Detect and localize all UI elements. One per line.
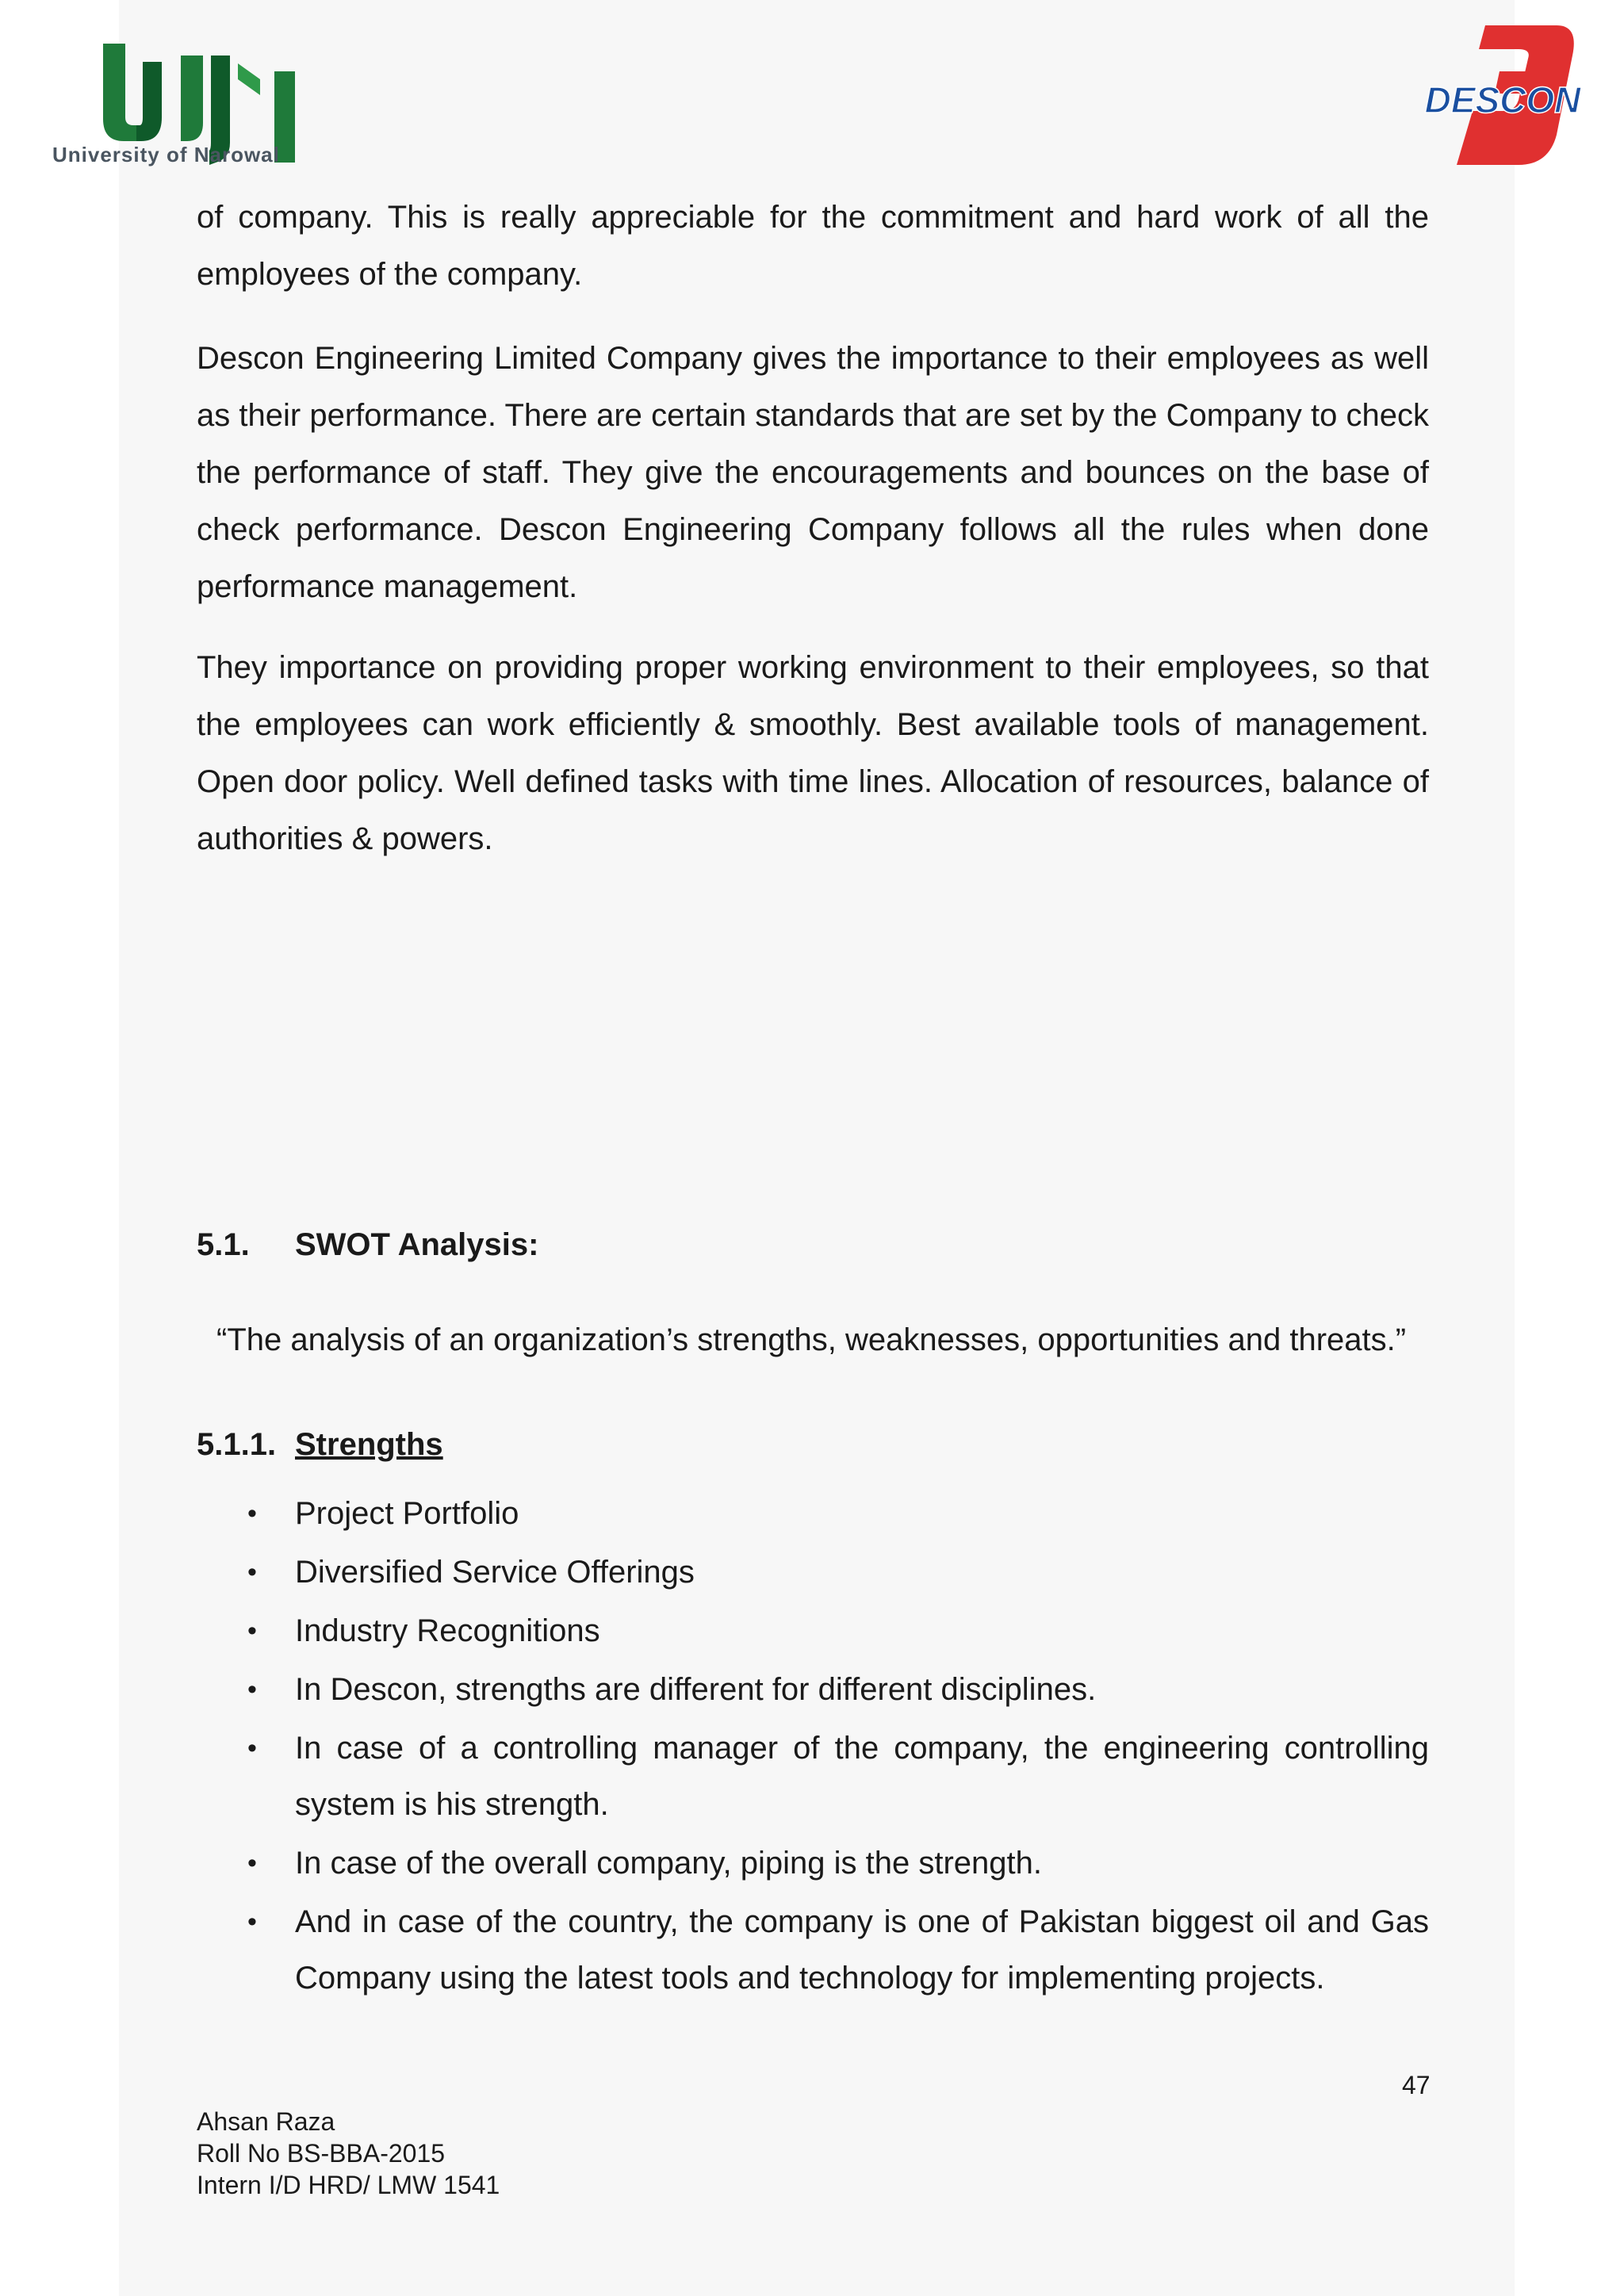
list-item (197, 1662, 1429, 1718)
list-item-text: In Descon, strengths are different for different disciplines. (295, 1672, 1097, 1707)
footer-author-name: Ahsan Raza (197, 2107, 335, 2136)
footer-intern-id: Intern I/D HRD/ LMW 1541 (197, 2171, 500, 2199)
strengths-list (197, 1486, 1429, 2009)
footer-roll-number: Roll No BS-BBA-2015 (197, 2139, 446, 2168)
list-item-text: And in case of the country, the company is one of Pakistan biggest oil and Gas Company using the latest tools and technology for implementing projects. (295, 1904, 1429, 1996)
bullet-icon: • (247, 1557, 257, 1587)
footer (197, 2106, 500, 2201)
paragraph-continuation: of company. This is really appreciable for the commitment and hard work of all the employees of the company. (197, 200, 1429, 292)
page-number: 47 (1402, 2071, 1431, 2099)
list-item-text: Industry Recognitions (295, 1613, 600, 1648)
university-logo-text: University of Narowal (52, 143, 280, 166)
subsection-title: Strengths (295, 1427, 443, 1462)
subsection-heading (197, 1427, 443, 1463)
bullet-icon: • (247, 1733, 257, 1763)
list-item-text: In case of the overall company, piping is the strength. (295, 1846, 1043, 1881)
descon-logo (1423, 24, 1582, 166)
list-item (197, 1720, 1429, 1833)
bullet-icon: • (247, 1498, 257, 1529)
list-item (197, 1835, 1429, 1892)
bullet-icon: • (247, 1616, 257, 1646)
list-item (197, 1486, 1429, 1542)
descon-logo-text: DESCON (1424, 79, 1581, 121)
section-heading (197, 1227, 538, 1263)
list-item (197, 1603, 1429, 1659)
paragraph-performance: Descon Engineering Limited Company gives the importance to their employees as well as their performance. There are certain standards that are set by the Company to check the performance of staff. They give the encouragements and bounces on the base of check performance. Descon Engineering Company follows all the rules when done performance management. (197, 341, 1429, 604)
paragraph-environment: They importance on providing proper working environment to their employees, so that the employees can work efficiently & smoothly. Best available tools of management. Open door policy. Well defined tasks with time lines. Allocation of resources, balance of authorities & powers. (197, 650, 1429, 856)
list-item-text: Diversified Service Offerings (295, 1555, 695, 1590)
list-item (197, 1544, 1429, 1601)
bullet-icon: • (247, 1674, 257, 1705)
list-item (197, 1894, 1429, 2007)
swot-definition-quote: “The analysis of an organization’s strengths, weaknesses, opportunities and threats.” (216, 1322, 1407, 1357)
list-item-text: Project Portfolio (295, 1496, 519, 1531)
subsection-number: 5.1.1. (197, 1427, 277, 1462)
section-title: SWOT Analysis: (295, 1227, 539, 1262)
bullet-icon: • (247, 1848, 257, 1878)
bullet-icon: • (247, 1907, 257, 1937)
list-item-text: In case of a controlling manager of the company, the engineering controlling system is his strength. (295, 1731, 1429, 1822)
section-number: 5.1. (197, 1227, 250, 1262)
